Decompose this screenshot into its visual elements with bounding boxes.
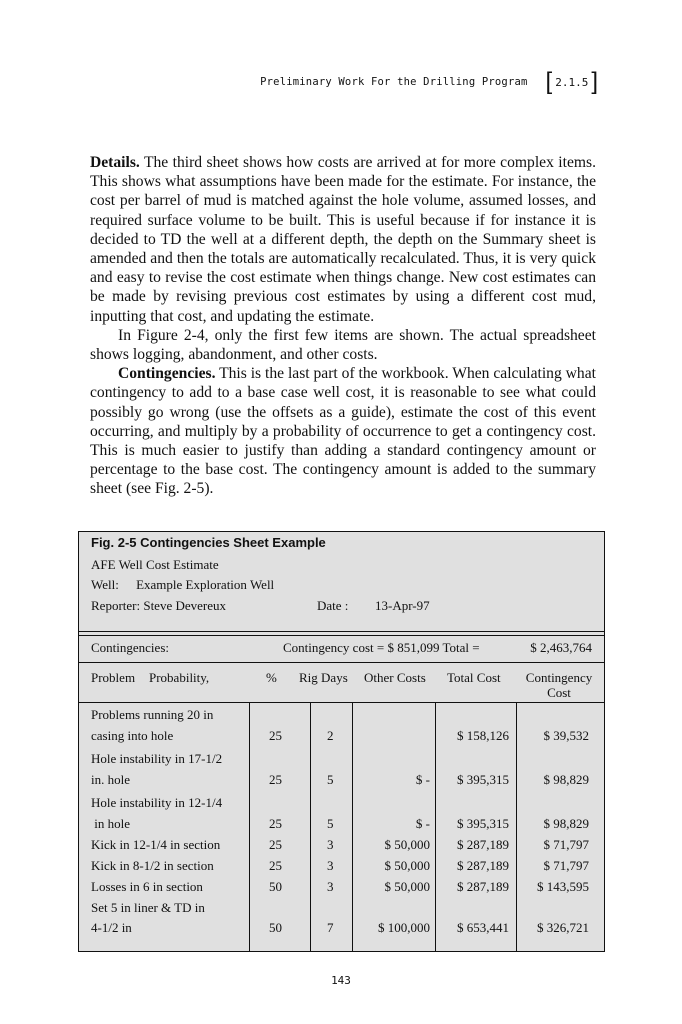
row-6-desc: Losses in 6 in section: [91, 879, 203, 894]
row-7-total: $ 653,441: [457, 920, 509, 935]
date-label: Date :: [317, 598, 349, 613]
row-3-total: $ 395,315: [457, 816, 509, 831]
row-6-pct: 50: [269, 879, 282, 894]
row-7-rig-days: 7: [327, 920, 334, 935]
body-text: [90, 153, 596, 499]
row-5-total: $ 287,189: [457, 858, 509, 873]
total-value: $ 2,463,764: [530, 640, 592, 655]
col-total-cost: Total Cost: [447, 670, 501, 685]
running-title: Preliminary Work For the Drilling Program: [260, 76, 528, 88]
row-2-total: $ 395,315: [457, 772, 509, 787]
row-4-pct: 25: [269, 837, 282, 852]
divider-summary: [79, 662, 604, 663]
row-5-contingency: $ 71,797: [543, 858, 589, 873]
col-divider-2: [310, 703, 311, 951]
row-1-total: $ 158,126: [457, 728, 509, 743]
paragraph-contingencies: [90, 364, 596, 498]
col-divider-5: [516, 703, 517, 951]
row-2-other: $ -: [415, 772, 430, 787]
row-3-other: $ -: [415, 816, 430, 831]
divider-meta-double: [79, 635, 604, 636]
well-label: Well:: [91, 577, 119, 592]
contingency-cost: [283, 640, 480, 656]
row-1-desc-2: casing into hole: [91, 728, 174, 743]
col-problem: Problem: [91, 670, 136, 685]
contingencies-label: Contingencies:: [91, 640, 169, 655]
contingency-cost-label: Contingency cost = $: [283, 640, 394, 655]
afe-line: AFE Well Cost Estimate: [91, 557, 219, 572]
total-label: Total =: [442, 640, 480, 655]
row-7-desc-2: 4-1/2 in: [91, 920, 132, 935]
details-text: The third sheet shows how costs are arrived at for more complex items. This shows what assumptions have been made for the estimate. For instance, the cost per barrel of mud is matched against the hole volume, assumed losses, and required surface volume to be built. This is useful because if for instance it is decided to TD the well at a different depth, the depth on the Summary sheet is amended and then the totals are automatically recalculated. Thus, it is very quick and easy to revise the cost estimate when things change. New cost estimates can be made by revising previous cost estimates by using a different cost mud, inputting that cost, and updating the estimate.: [90, 154, 596, 325]
row-2-contingency: $ 98,829: [543, 772, 589, 787]
contingencies-lead: Contingencies.: [118, 365, 216, 383]
row-4-total: $ 287,189: [457, 837, 509, 852]
row-5-desc: Kick in 8-1/2 in section: [91, 858, 214, 873]
divider-meta: [79, 631, 604, 632]
col-contingency: Contingency: [525, 670, 593, 685]
page-number: 143: [331, 974, 351, 987]
section-number-text: 2.1.5: [555, 75, 589, 89]
reporter: Reporter: Steve Devereux: [91, 598, 227, 613]
col-contingency-cost: Cost: [547, 685, 571, 700]
date-value: 13-Apr-97: [375, 598, 430, 613]
row-3-contingency: $ 98,829: [543, 816, 589, 831]
details-lead: Details.: [90, 154, 140, 171]
row-3-desc-1: Hole instability in 12-1/4: [91, 795, 223, 810]
paragraph-details: [90, 153, 596, 326]
row-4-contingency: $ 71,797: [543, 837, 589, 852]
row-2-pct: 25: [269, 772, 282, 787]
col-divider-4: [435, 703, 436, 951]
col-other-costs: Other Costs: [364, 670, 426, 685]
row-5-pct: 25: [269, 858, 282, 873]
row-1-pct: 25: [269, 728, 282, 743]
running-header: [260, 68, 598, 95]
row-2-desc-1: Hole instability in 17-1/2: [91, 751, 223, 766]
row-4-rig-days: 3: [327, 837, 334, 852]
well-line: [91, 577, 274, 593]
row-2-desc-2: in. hole: [91, 772, 130, 787]
paragraph-figure-ref: In Figure 2-4, only the first few items are shown. The actual spreadsheet shows logging, abandonment, and other costs.: [90, 326, 596, 364]
row-7-contingency: $ 326,721: [537, 920, 589, 935]
row-3-rig-days: 5: [327, 816, 334, 831]
row-1-rig-days: 2: [327, 728, 334, 743]
row-4-other: $ 50,000: [384, 837, 430, 852]
row-1-desc-1: Problems running 20 in: [91, 707, 214, 722]
row-6-total: $ 287,189: [457, 879, 509, 894]
row-7-other: $ 100,000: [378, 920, 430, 935]
row-5-other: $ 50,000: [384, 858, 430, 873]
figure-2-5-box: [78, 531, 605, 952]
section-number: [545, 68, 598, 95]
row-3-desc-2: in hole: [91, 816, 130, 831]
col-rig-days: Rig Days: [299, 670, 348, 685]
row-6-rig-days: 3: [327, 879, 334, 894]
row-6-contingency: $ 143,595: [537, 879, 589, 894]
col-pct: %: [266, 670, 277, 685]
row-2-rig-days: 5: [327, 772, 334, 787]
row-3-pct: 25: [269, 816, 282, 831]
contingencies-text: This is the last part of the workbook. When calculating what contingency to add to a base case well cost, it is reasonable to see what could possibly go wrong (use the offsets as a guide), estimate the cost of this event occurring, and multiply by a probability of occurrence to get a contingency cost. This is much easier to justify than adding a standard contingency amount or percentage to the base cost. The contingency amount is added to the summary sheet (see Fig. 2-5).: [90, 365, 596, 498]
row-7-pct: 50: [269, 920, 282, 935]
row-6-other: $ 50,000: [384, 879, 430, 894]
row-4-desc: Kick in 12-1/4 in section: [91, 837, 221, 852]
col-probability: Probability,: [149, 670, 210, 685]
col-divider-3: [352, 703, 353, 951]
col-divider-1: [249, 703, 250, 951]
row-1-contingency: $ 39,532: [543, 728, 589, 743]
row-5-rig-days: 3: [327, 858, 334, 873]
figure-title: Fig. 2-5 Contingencies Sheet Example: [91, 535, 326, 550]
bracket-right: ]: [591, 68, 598, 95]
bracket-left: [: [545, 68, 553, 95]
contingency-cost-value: 851,099: [397, 640, 440, 655]
divider-header: [79, 702, 604, 703]
well-value: Example Exploration Well: [136, 577, 275, 592]
row-7-desc-1: Set 5 in liner & TD in: [91, 900, 205, 915]
